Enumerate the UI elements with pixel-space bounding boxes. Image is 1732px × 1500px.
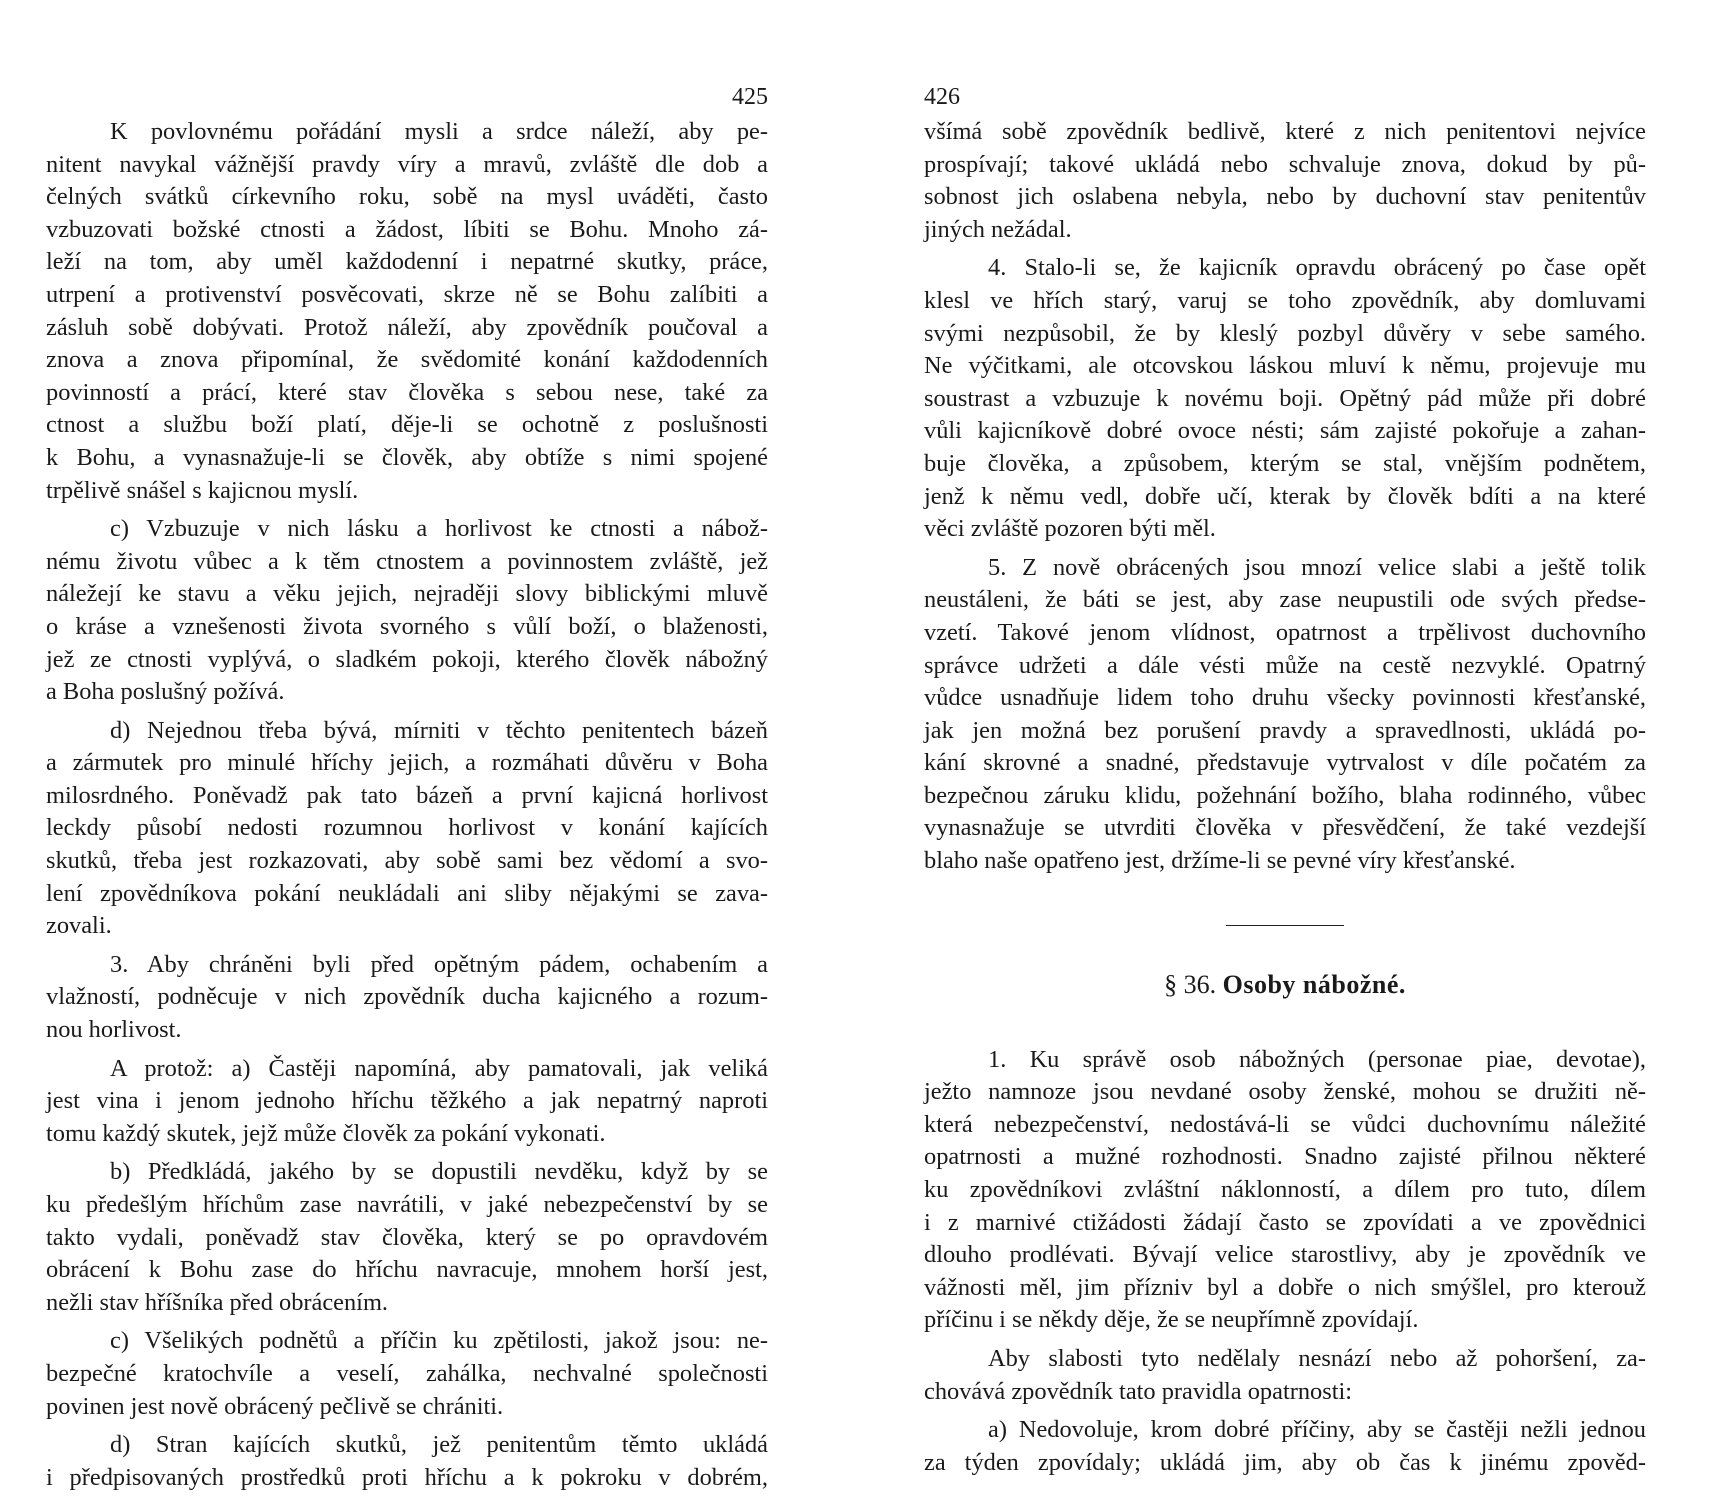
paragraph xyxy=(46,715,768,943)
text-line: dlouho prodlévati. Bývají velice starostlivy, aby je zpovědník ve xyxy=(924,1241,1646,1269)
text-line: soustrast a vzbuzuje k novému boji. Opětný pád může při dobré xyxy=(924,384,1646,412)
text-line: neustáleni, že báti se jest, aby zase neupustili ode svých předse- xyxy=(924,586,1646,614)
text-line: chovává zpovědník tato pravidla opatrnosti: xyxy=(924,1377,1353,1405)
text-line: takto vydali, poněvadž stav člověka, který se po opravdovém xyxy=(46,1223,768,1251)
paragraph xyxy=(46,1156,768,1319)
text-line: obrácení k Bohu zase do hříchu navracuje, mnohem horší jest, xyxy=(46,1256,768,1284)
text-line: jenž k němu vedl, dobře učí, kterak by člověk bdíti a na které xyxy=(924,482,1646,510)
text-line: správce udržeti a dále vésti může na cestě nezvyklé. Opatrný xyxy=(924,651,1646,679)
section-number: § 36. xyxy=(1164,969,1217,999)
text-line: nitent navykal vážnější pravdy víry a mravů, zvláště dle dob a xyxy=(46,150,768,178)
text-line: 4. Stalo-li se, že kajicník opravdu obrácený po čase opět xyxy=(988,254,1646,282)
text-line: vlažností, podněcuje v nich zpovědník ducha kajicného a rozum- xyxy=(46,983,768,1011)
text-line: d) Stran kajících skutků, jež penitentům těmto ukládá xyxy=(110,1431,768,1459)
text-line: a Boha poslušný požívá. xyxy=(46,678,285,706)
text-line: nou horlivost. xyxy=(46,1016,182,1044)
text-line: skutků, třeba jest rozkazovati, aby sobě sami bez vědomí a svo- xyxy=(46,847,768,875)
text-line: lení zpovědníkova pokání neukládali ani sliby nějakými se zava- xyxy=(46,879,768,907)
paragraph xyxy=(46,1053,768,1151)
text-line: milosrdného. Poněvadž pak tato bázeň a první kajicná horlivost xyxy=(46,781,768,809)
left-page xyxy=(46,78,768,1494)
text-line: Aby slabosti tyto nedělaly nesnází nebo až pohoršení, za- xyxy=(988,1345,1646,1372)
text-line: 3. Aby chráněni byli před opětným pádem, ochabením a xyxy=(110,950,768,978)
paragraph xyxy=(46,1429,768,1494)
section-heading xyxy=(924,968,1646,1002)
text-line: bezpečné kratochvíle a veselí, zahálka, nechvalné společnosti xyxy=(46,1359,768,1387)
paragraph xyxy=(924,1414,1646,1479)
section-title: Osoby nábožné. xyxy=(1222,969,1406,999)
text-line: Ne výčitkami, ale otcovskou láskou mluví k němu, projevuje mu xyxy=(924,352,1646,380)
text-line: klesl ve hřích starý, varuj se toho zpovědník, aby domluvami xyxy=(924,286,1646,314)
text-line: povinen jest nově obrácený pečlivě se chrániti. xyxy=(46,1392,504,1420)
section-divider xyxy=(1226,925,1344,926)
text-line: jež ze ctnosti vyplývá, o sladkém pokoji, kterého člověk nábožný xyxy=(46,645,768,673)
paragraph xyxy=(46,1325,768,1423)
paragraph xyxy=(924,252,1646,545)
text-line: ku předešlým hříchům zase navrátili, v jaké nebezpečenství by se xyxy=(46,1191,768,1218)
text-line: jiných nežádal. xyxy=(924,215,1072,243)
text-line: vzetí. Takové jenom vlídnost, opatrnost a trpělivost duchovního xyxy=(924,618,1646,646)
text-line: která nebezpečenství, nedostává-li se vůdci duchovnímu náležité xyxy=(924,1110,1646,1138)
text-line: 5. Z nově obrácených jsou mnozí velice slabi a ještě tolik xyxy=(988,553,1646,581)
right-page xyxy=(924,78,1646,1479)
text-line: leží na tom, aby uměl každodenní i nepatrné skutky, práce, xyxy=(46,248,768,276)
text-line: bezpečnou záruku klidu, požehnání božího, blaha rodinného, vůbec xyxy=(924,781,1646,809)
text-line: zovali. xyxy=(46,912,112,940)
text-line: za týden zpovídaly; ukládá jim, aby ob čas k jinému zpověd- xyxy=(924,1448,1646,1476)
paragraph xyxy=(924,552,1646,878)
text-line: vynasnažuje se utvrditi člověka v přesvědčení, že také vezdejší xyxy=(924,814,1646,842)
text-line: a) Nedovoluje, krom dobré příčiny, aby se častěji nežli jednou xyxy=(988,1416,1646,1444)
text-line: a zármutek pro minulé hříchy jejich, a rozmáhati důvěru v Boha xyxy=(46,749,768,777)
text-line: blaho naše opatřeno jest, držíme-li se pevné víry křesťanské. xyxy=(924,847,1516,875)
text-line: tomu každý skutek, jejž může člověk za pokání vykonati. xyxy=(46,1119,606,1147)
text-line: 1. Ku správě osob nábožných (personae piae, devotae), xyxy=(988,1045,1646,1073)
paragraph xyxy=(46,949,768,1047)
text-line: jest vina i jenom jednoho hříchu těžkého a jak nepatrný naproti xyxy=(46,1087,768,1115)
text-line: zásluh sobě dobývati. Protož náleží, aby zpovědník poučoval a xyxy=(46,313,768,341)
text-line: b) Předkládá, jakého by se dopustili nevděku, když by se xyxy=(110,1158,768,1186)
text-line: k Bohu, a vynasnažuje-li se člověk, aby obtíže s nimi spojené xyxy=(46,443,768,471)
paragraph xyxy=(924,116,1646,246)
text-line: opatrnosti a mužné rozhodnosti. Snadno zajisté přilnou některé xyxy=(924,1143,1646,1171)
text-line: trpělivě snášel s kajicnou myslí. xyxy=(46,476,359,504)
text-line: čelných svátků církevního roku, sobě na mysl uváděti, často xyxy=(46,183,768,211)
text-line: nežli stav hříšníka před obrácením. xyxy=(46,1288,389,1316)
text-line: vzbuzovati božské ctnosti a žádost, líbiti se Bohu. Mnoho zá- xyxy=(46,215,768,243)
text-line: věci zvláště pozoren býti měl. xyxy=(924,515,1216,543)
paragraph xyxy=(46,513,768,709)
text-line: ku zpovědníkovi zvláštní náklonností, a dílem pro tuto, dílem xyxy=(924,1176,1646,1204)
right-page-body-top xyxy=(924,116,1646,878)
text-line: d) Nejednou třeba bývá, mírniti v těchto penitentech bázeň xyxy=(110,716,768,744)
text-line: kání skrovné a snadné, představuje vytrvalost v díle počatém za xyxy=(924,749,1646,777)
text-line: c) Vzbuzuje v nich lásku a horlivost ke ctnosti a nábož- xyxy=(110,515,768,543)
text-line: znova a znova připomínal, že svědomité konání každodenních xyxy=(46,346,768,374)
text-line: nému životu vůbec a k těm ctnostem a povinnostem zvláště, jež xyxy=(46,547,768,575)
text-line: c) Všelikých podnětů a příčin ku zpětilosti, jakož jsou: ne- xyxy=(110,1327,768,1355)
text-line: vážnosti měl, jim přízniv byl a dobře o nich smýšlel, pro kterouž xyxy=(924,1273,1646,1301)
text-line: povinností a prácí, které stav člověka s sebou nese, také za xyxy=(46,378,768,406)
text-line: vůli kajicníkově dobré ovoce nésti; sám zajisté pokořuje a zahan- xyxy=(924,417,1646,445)
text-line: všímá sobě zpovědník bedlivě, které z nich penitentovi nejvíce xyxy=(924,118,1646,145)
paragraph xyxy=(924,1044,1646,1337)
text-line: příčinu i se někdy děje, že se neupřímně zpovídají. xyxy=(924,1306,1419,1334)
paragraph xyxy=(46,116,768,507)
text-line: vůdce usnadňuje lidem toho druhu všecky povinnosti křesťanské, xyxy=(924,684,1646,712)
page-number-left: 425 xyxy=(732,84,768,110)
text-line: o kráse a vznešenosti života svorného s vůlí boží, o blaženosti, xyxy=(46,612,768,640)
text-line: i předpisovaných prostředků proti hříchu a k pokroku v dobrém, xyxy=(46,1463,768,1491)
text-line: svými nezpůsobil, že by kleslý pozbyl důvěry v sebe samého. xyxy=(924,319,1646,347)
paragraph xyxy=(924,1343,1646,1408)
right-page-body-bottom xyxy=(924,1044,1646,1480)
left-page-body xyxy=(46,116,768,1494)
text-line: utrpení a protivenství posvěcovati, skrze ně se Bohu zalíbiti a xyxy=(46,280,768,308)
text-line: sobnost jich oslabena nebyla, nebo by duchovní stav penitentův xyxy=(924,183,1646,211)
text-line: i z marnivé ctižádosti žádají často se zpovídati a ve zpovědnici xyxy=(924,1208,1646,1236)
text-line: náležejí ke stavu a věku jejich, nejraději slovy biblickými mluvě xyxy=(46,580,768,608)
page-number-right: 426 xyxy=(924,84,960,110)
text-line: prospívají; takové ukládá nebo schvaluje znova, dokud by pů- xyxy=(924,150,1646,178)
text-line: jak jen možná bez porušení pravdy a spravedlnosti, ukládá po- xyxy=(924,716,1646,744)
text-line: K povlovnému pořádání mysli a srdce náleží, aby pe- xyxy=(110,118,768,145)
text-line: A protož: a) Častěji napomíná, aby pamatovali, jak veliká xyxy=(110,1054,768,1082)
text-line: leckdy působí nedosti rozumnou horlivost v konání kajících xyxy=(46,814,768,842)
text-line: ctnost a službu boží platí, děje-li se ochotně z poslušnosti xyxy=(46,411,768,439)
text-line: buje člověka, a způsobem, kterým se stal, vnějším podnětem, xyxy=(924,449,1646,477)
text-line: ježto namnoze jsou nevdané osoby ženské, mohou se družiti ně- xyxy=(924,1078,1646,1106)
